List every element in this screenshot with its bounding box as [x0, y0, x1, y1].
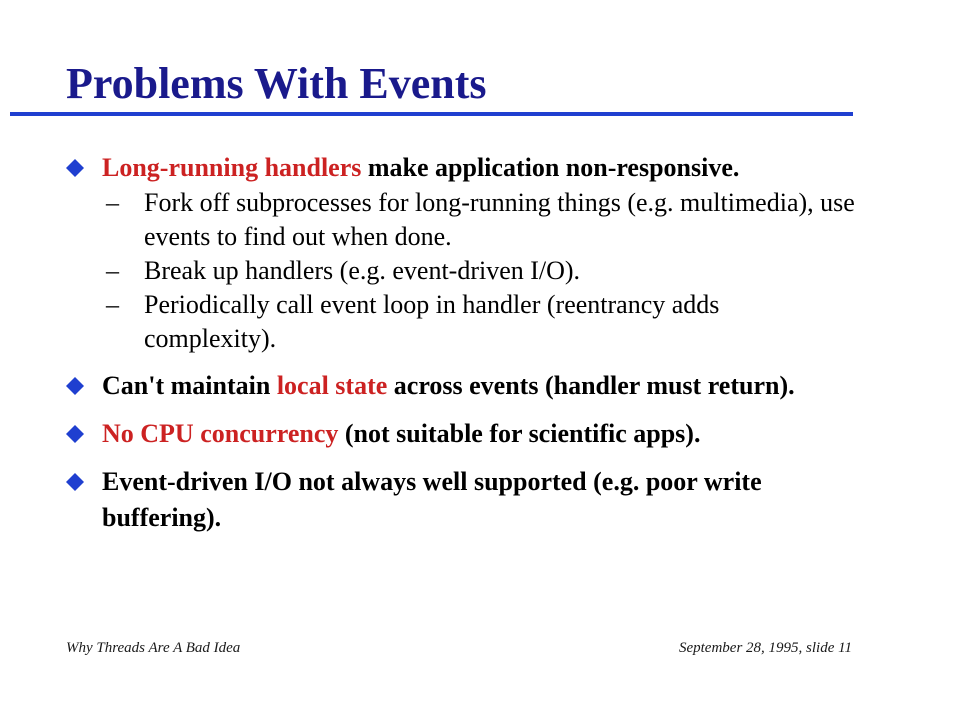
bullet-text: across events (handler must return). [387, 371, 795, 400]
dash-marker: – [106, 188, 119, 217]
bullet-text: Can't maintain [102, 371, 277, 400]
diamond-bullet-icon [66, 425, 84, 443]
bullet-item [66, 464, 856, 536]
diamond-bullet-icon [66, 473, 84, 491]
sub-bullet-text: Periodically call event loop in handler (reentrancy adds complexity). [144, 290, 720, 353]
dash-marker: – [106, 256, 119, 285]
bullet-highlight-text: Long-running handlers [102, 153, 362, 182]
bullet-text: make application non-responsive. [361, 153, 740, 182]
diamond-bullet-icon [66, 377, 84, 395]
bullet-highlight-text: local state [276, 371, 388, 400]
sub-bullet-item [102, 186, 856, 254]
title-underline [10, 112, 853, 116]
bullet-text: Event-driven I/O not always well supported (e.g. poor write buffering). [102, 467, 762, 532]
sub-bullet-list [102, 186, 856, 356]
footer-date-slide-number: September 28, 1995, slide 11 [678, 640, 852, 656]
sub-bullet-text: Fork off subprocesses for long-running things (e.g. multimedia), use events to find out when done. [144, 188, 855, 251]
dash-marker: – [106, 290, 119, 319]
diamond-bullet-icon [66, 159, 84, 177]
bullet-item [66, 368, 856, 404]
sub-bullet-item [102, 288, 856, 356]
slide-title: Problems With Events [66, 59, 487, 108]
bullet-item [66, 150, 856, 356]
footer-deck-title: Why Threads Are A Bad Idea [66, 640, 241, 656]
bullet-highlight-text: No CPU concurrency [102, 419, 339, 448]
slide-body [66, 150, 856, 536]
sub-bullet-item [102, 254, 856, 288]
bullet-text: (not suitable for scientific apps). [338, 419, 701, 448]
sub-bullet-text: Break up handlers (e.g. event-driven I/O). [144, 256, 581, 285]
bullet-item [66, 416, 856, 452]
